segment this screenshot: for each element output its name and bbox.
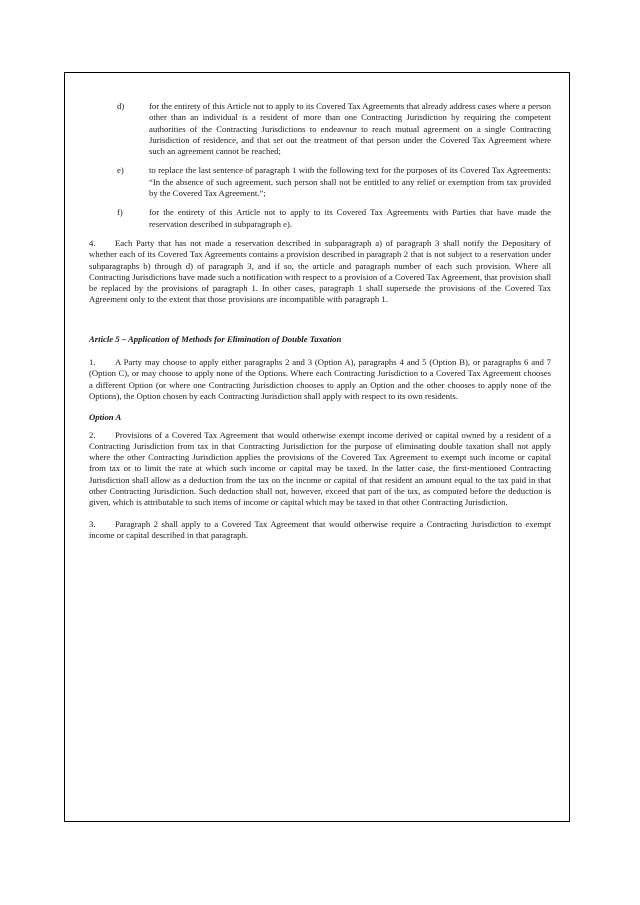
subparagraph-e xyxy=(117,165,551,199)
subparagraph-text: for the entirety of this Article not to apply to its Covered Tax Agreements that already address cases where a person other than an individual is a resident of more than one Contracting Jurisdiction by requiring the competent authorities of the Contracting Jurisdictions to endeavour to reach mutual agreement on a single Contracting Jurisdiction of residence, and that set out the treatment of that person under the Covered Tax Agreement where such an agreement cannot be reached; xyxy=(149,101,551,157)
article-5-paragraph-1 xyxy=(89,357,551,402)
paragraph-number: 1. xyxy=(89,357,96,368)
paragraph-text: A Party may choose to apply either paragraphs 2 and 3 (Option A), paragraphs 4 and 5 (Option B), or paragraphs 6 and 7 (Option C), or may choose to apply none of the Options. Where each Contracting Jurisdiction to a Covered Tax Agreement chooses a different Option (or where one Contracting Jurisdiction chooses to apply an Option and the other chooses to apply none of the Options), the Option chosen by each Contracting Jurisdiction shall apply with respect to its own residents. xyxy=(89,357,551,401)
subparagraph-text: for the entirety of this Article not to apply to its Covered Tax Agreements with Parties that have made the reservation described in subparagraph e). xyxy=(149,207,551,229)
article-5-paragraph-2 xyxy=(89,430,551,509)
subparagraph-text: to replace the last sentence of paragraph 1 with the following text for the purposes of its Covered Tax Agreements: “In the absence of such agreement, such person shall not be entitled to any relief or exemption from tax provided by the Covered Tax Agreement.”; xyxy=(149,165,551,199)
subparagraph-marker: d) xyxy=(117,101,125,111)
paragraph-number: 4. xyxy=(89,237,96,248)
paragraph-number: 2. xyxy=(89,429,96,440)
paragraph-text: Each Party that has not made a reservation described in subparagraph a) of paragraph 3 shall notify the Depositary of whether each of its Covered Tax Agreements contains a provision described in paragraph 2 that is not subject to a reservation under subparagraphs b) through d) of paragraph 3, and if so, the article and paragraph number of each such provision. Where all Contracting Jurisdictions have made such a notification with respect to a provision of a Covered Tax Agreement, that provision shall be replaced by the provisions of paragraph 1. In other cases, paragraph 1 shall supersede the provisions of the Covered Tax Agreement only to the extent that those provisions are incompatible with paragraph 1. xyxy=(89,237,551,305)
paragraph-4 xyxy=(89,238,551,306)
paragraph-text: Paragraph 2 shall apply to a Covered Tax Agreement that would otherwise require a Contracting Jurisdiction to exempt income or capital described in that paragraph. xyxy=(89,518,551,540)
subparagraph-d xyxy=(117,101,551,157)
article-5-heading: Article 5 – Application of Methods for Elimination of Double Taxation xyxy=(89,333,342,344)
article-5-paragraph-3 xyxy=(89,519,551,542)
subparagraph-marker: e) xyxy=(117,165,124,176)
subparagraph-marker: f) xyxy=(117,207,123,218)
page-content xyxy=(89,101,551,551)
document-page xyxy=(64,72,570,822)
option-a-heading: Option A xyxy=(89,412,122,423)
subparagraph-f xyxy=(117,207,551,230)
paragraph-number: 3. xyxy=(89,518,96,529)
paragraph-text: Provisions of a Covered Tax Agreement that would otherwise exempt income derived or capital owned by a resident of a Contracting Jurisdiction from tax in that Contracting Jurisdiction for the purpose of eliminating double taxation shall not apply where the other Contracting Jurisdiction applies the provisions of the Covered Tax Agreement to exempt such income or capital from tax or to limit the rate at which such income or capital may be taxed. In the latter case, the first-mentioned Contracting Jurisdiction shall allow as a deduction from the tax on the income or capital of that resident an amount equal to the tax paid in that other Contracting Jurisdiction. Such deduction shall not, however, exceed that part of the tax, as computed before the deduction is given, which is attributable to such items of income or capital which may be taxed in that other Contracting Jurisdiction. xyxy=(89,429,551,508)
